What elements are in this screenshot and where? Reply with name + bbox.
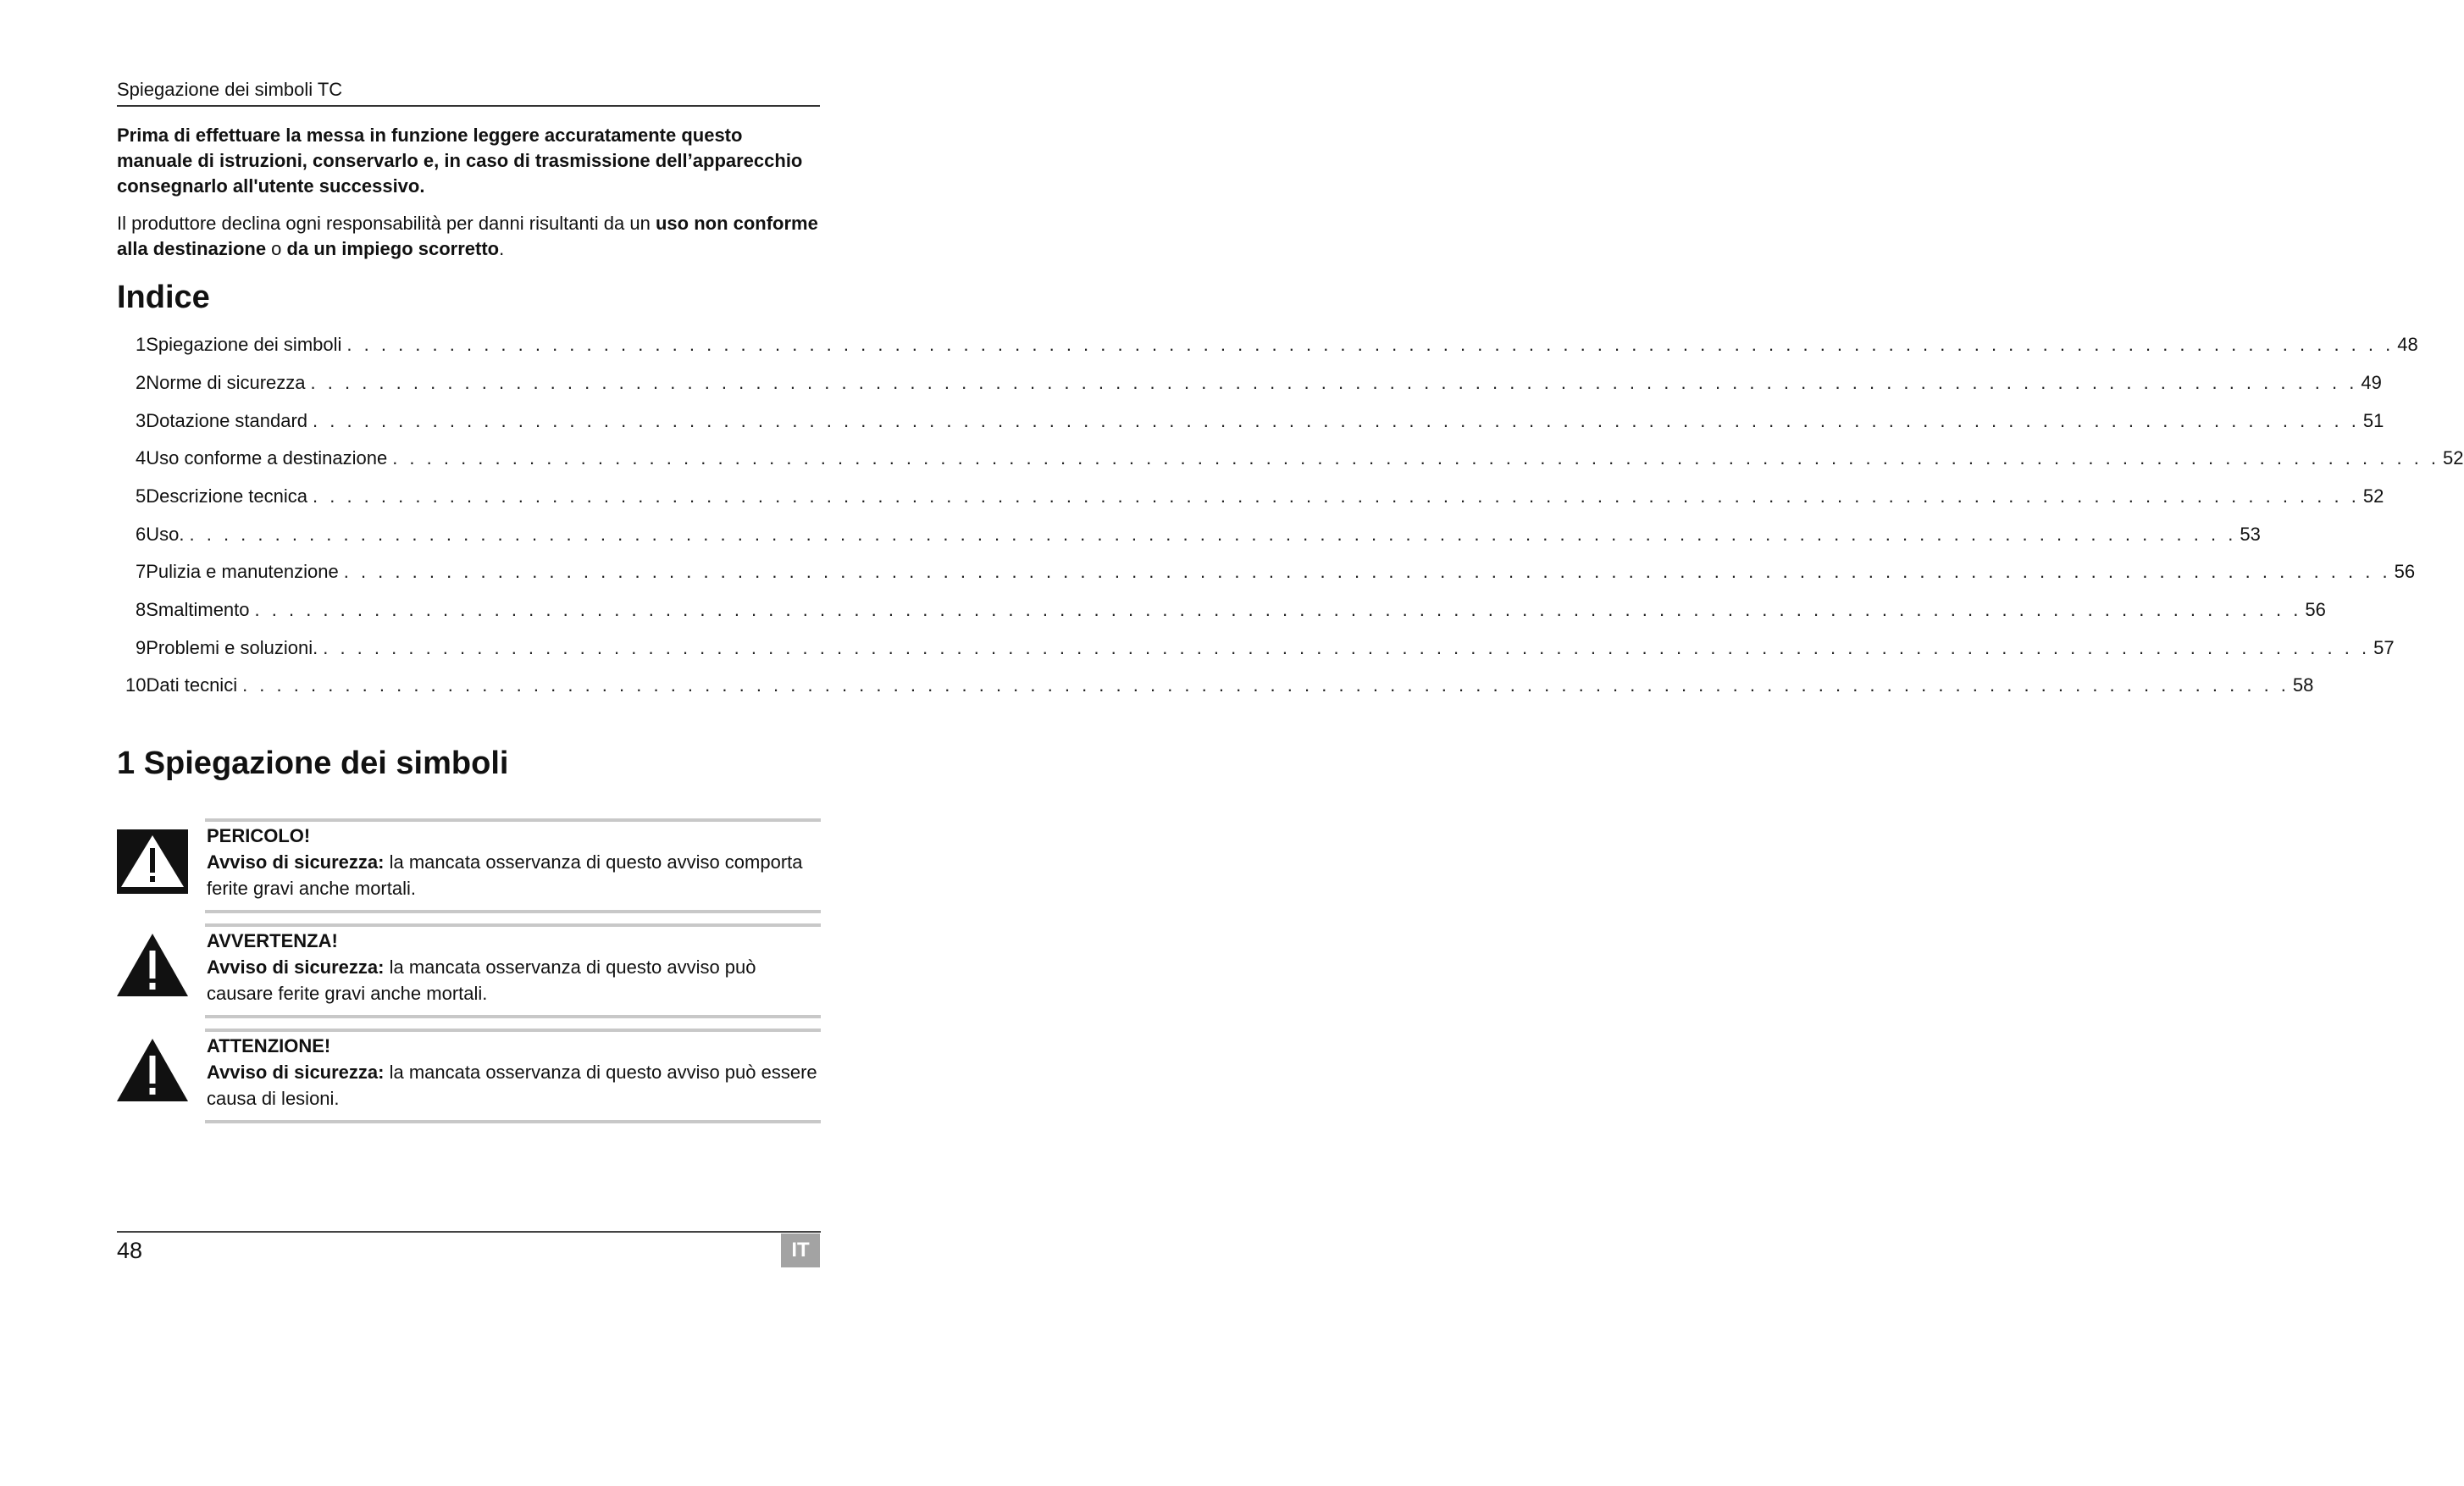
toc-dot-leader: . . . . . . . . . . . . . . . . . . . . . . . . . . . . . . . . . . . . . . . . . . . . . . . . . . . . . . . . . . . . . . . . . . . . . . . . . . . . . . . . . . . . . . . . . . . . . . . . . . . . . . . . . . . . . . . . . . . . . . . . [346,334,2395,355]
disclaimer-bold-1: uso non conforme alla destinazione [117,213,818,259]
disclaimer-bold-2: da un impiego scorretto [286,238,500,259]
toc-entry[interactable] [136,407,2384,435]
toc-entry[interactable] [136,482,2384,511]
toc-entry-number: 2 [136,372,147,393]
section-heading: 1 Spiegazione dei simboli [117,746,509,781]
notice-label: Avviso di sicurezza: [207,851,385,873]
toc-entry-number: 8 [136,599,147,620]
toc-entry-page: 49 [2361,372,2382,393]
toc-entry[interactable] [125,671,2314,700]
notice-text [207,1059,821,1112]
toc-entry[interactable] [136,520,2261,549]
notice-body [205,1029,821,1123]
toc-entry-title: Descrizione tecnica [146,485,307,507]
disclaimer-text-1: Il produttore declina ogni responsabilità per danni risultanti da un [117,213,656,234]
toc-entry-title: Uso conforme a destinazione [146,447,388,469]
toc-heading: Indice [117,280,210,315]
toc-dot-leader: . . . . . . . . . . . . . . . . . . . . . . . . . . . . . . . . . . . . . . . . . . . . . . . . . . . . . . . . . . . . . . . . . . . . . . . . . . . . . . . . . . . . . . . . . . . . . . . . . . . . . . . . . . . . . . . . . . . . . . . . [343,561,2391,582]
notice-text [207,954,821,1006]
toc-entry-page: 53 [2240,524,2261,545]
disclaimer-paragraph [117,211,820,262]
danger-warning-icon-graphic [117,829,188,894]
toc-dot-leader: . . . . . . . . . . . . . . . . . . . . . . . . . . . . . . . . . . . . . . . . . . . . . . . . . . . . . . . . . . . . . . . . . . . . . . . . . . . . . . . . . . . . . . . . . . . . . . . . . . . . . . . . . . . . . . . . . . . . . . . . [313,485,2360,507]
toc-entry-number: 1 [136,334,147,355]
notice-label: Avviso di sicurezza: [207,1062,385,1083]
toc-dot-leader: . . . . . . . . . . . . . . . . . . . . . . . . . . . . . . . . . . . . . . . . . . . . . . . . . . . . . . . . . . . . . . . . . . . . . . . . . . . . . . . . . . . . . . . . . . . . . . . . . . . . . . . . . . . . . . . . . . . . . . . . [189,524,2237,545]
toc-entry-number: 9 [136,637,147,658]
toc-entry-number: 6 [136,524,147,545]
intro-instructions: Prima di effettuare la messa in funzione leggere accuratamente questo manuale di istruzioni, conservarlo e, in caso di trasmissione dell’apparecchio consegnarlo all'utente successivo. [117,125,803,197]
notice-caution [117,1029,821,1120]
toc-entry[interactable] [136,369,2382,397]
toc-entry-page: 57 [2373,637,2395,658]
toc-entry-page: 51 [2362,410,2384,431]
toc-dot-leader: . . . . . . . . . . . . . . . . . . . . . . . . . . . . . . . . . . . . . . . . . . . . . . . . . . . . . . . . . . . . . . . . . . . . . . . . . . . . . . . . . . . . . . . . . . . . . . . . . . . . . . . . . . . . . . . . . . . . . . . . [310,372,2358,393]
warning-triangle-icon-graphic [117,932,188,996]
notice-body [205,818,821,913]
toc-entry-title: Dati tecnici [146,674,238,696]
toc-entry-number: 7 [136,561,147,582]
toc-dot-leader: . . . . . . . . . . . . . . . . . . . . . . . . . . . . . . . . . . . . . . . . . . . . . . . . . . . . . . . . . . . . . . . . . . . . . . . . . . . . . . . . . . . . . . . . . . . . . . . . . . . . . . . . . . . . . . . . . . . . . . . . [242,674,2290,696]
page-number: 48 [117,1238,143,1263]
toc-entry-number: 3 [136,410,147,431]
toc-dot-leader: . . . . . . . . . . . . . . . . . . . . . . . . . . . . . . . . . . . . . . . . . . . . . . . . . . . . . . . . . . . . . . . . . . . . . . . . . . . . . . . . . . . . . . . . . . . . . . . . . . . . . . . . . . . . . . . . . . . . . . . . [313,410,2360,431]
notice-danger [117,818,821,910]
toc-dot-leader: . . . . . . . . . . . . . . . . . . . . . . . . . . . . . . . . . . . . . . . . . . . . . . . . . . . . . . . . . . . . . . . . . . . . . . . . . . . . . . . . . . . . . . . . . . . . . . . . . . . . . . . . . . . . . . . . . . . . . . . . [254,599,2302,620]
toc-entry[interactable] [136,557,2416,586]
toc-entry[interactable] [136,444,2464,473]
notice-title: ATTENZIONE! [207,1035,331,1056]
toc-entry-number: 5 [136,485,147,507]
toc-entry[interactable] [136,330,2418,359]
disclaimer-text-3: . [499,238,505,259]
toc-entry-title: Smaltimento [146,599,250,620]
toc-entry[interactable] [136,634,2395,663]
toc-entry-number: 4 [136,447,147,469]
toc-entry-page: 52 [2362,485,2384,507]
notice-title: PERICOLO! [207,825,311,846]
toc-entry[interactable] [136,596,2326,624]
toc-entry-number: 10 [125,674,147,696]
toc-entry-title: Uso. [146,524,185,545]
toc-entry-title: Pulizia e manutenzione [146,561,339,582]
caution-triangle-icon-graphic [117,1037,188,1101]
toc-entry-page: 56 [2305,599,2326,620]
notice-warning [117,923,821,1015]
toc-entry-page: 58 [2292,674,2314,696]
toc-dot-leader: . . . . . . . . . . . . . . . . . . . . . . . . . . . . . . . . . . . . . . . . . . . . . . . . . . . . . . . . . . . . . . . . . . . . . . . . . . . . . . . . . . . . . . . . . . . . . . . . . . . . . . . . . . . . . . . . . . . . . . . . [323,637,2371,658]
notice-title: AVVERTENZA! [207,930,338,951]
toc-entry-page: 56 [2394,561,2416,582]
table-of-contents [0,329,2464,710]
toc-entry-page: 52 [2443,447,2464,469]
language-badge: IT [781,1234,820,1267]
toc-entry-title: Problemi e soluzioni. [146,637,318,658]
toc-entry-title: Norme di sicurezza [146,372,306,393]
warning-triangle-icon [117,932,188,996]
danger-warning-icon [117,829,188,894]
notice-text [207,849,821,901]
caution-triangle-icon [117,1037,188,1101]
toc-entry-title: Spiegazione dei simboli [146,334,342,355]
notice-description: la mancata osservanza di questo avviso può causare ferite gravi anche mortali. [207,956,756,1004]
notice-label: Avviso di sicurezza: [207,956,385,978]
disclaimer-text-2: o [266,238,287,259]
notice-body [205,923,821,1018]
running-header: Spiegazione dei simboli TC [117,78,820,107]
footer-divider [117,1231,821,1233]
notice-description: la mancata osservanza di questo avviso può essere causa di lesioni. [207,1062,817,1109]
notice-description: la mancata osservanza di questo avviso comporta ferite gravi anche mortali. [207,851,803,899]
toc-dot-leader: . . . . . . . . . . . . . . . . . . . . . . . . . . . . . . . . . . . . . . . . . . . . . . . . . . . . . . . . . . . . . . . . . . . . . . . . . . . . . . . . . . . . . . . . . . . . . . . . . . . . . . . . . . . . . . . . . . . . . . . . [392,447,2440,469]
toc-entry-title: Dotazione standard [146,410,308,431]
toc-entry-page: 48 [2397,334,2418,355]
